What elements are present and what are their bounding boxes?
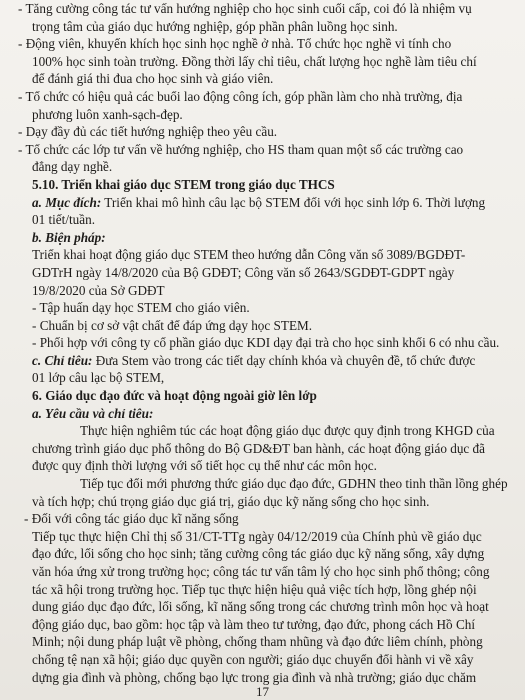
text-line: dựng gia đình và phòng, chống bạo lực trong gia đình và nhà trường; giáo dục chăm bbox=[32, 669, 477, 685]
section-heading-6: 6. Giáo dục đạo đức và hoạt động ngoài giờ lên lớp bbox=[32, 388, 317, 404]
text-line: - Dạy đầy đủ các tiết hướng nghiệp theo yêu cầu. bbox=[18, 124, 278, 140]
text-line: Triển khai hoạt động giáo dục STEM theo hướng dẫn Công văn số 3089/BGDĐT- bbox=[32, 247, 466, 263]
text-line: đạo đức, lối sống cho học sinh; tăng cường công tác giáo dục kỹ năng sống, xây dựng bbox=[32, 546, 485, 562]
text-line: 01 lớp câu lạc bộ STEM, bbox=[32, 370, 165, 386]
section-heading-5-10: 5.10. Triển khai giáo dục STEM trong giáo dục THCS bbox=[32, 176, 335, 192]
text-line: Tiếp tục đổi mới phương thức giáo dục đạo đức, GDHN theo tinh thần lồng ghép bbox=[80, 476, 508, 492]
text-line: Thực hiện nghiêm túc các hoạt động giáo dục được quy định trong KHGD của bbox=[80, 423, 495, 439]
text-line: văn hóa ứng xử trong trường học; công tác tư vấn tâm lý cho học sinh phổ thông; công bbox=[32, 564, 490, 579]
text-line: - Động viên, khuyến khích học sinh học nghề ở nhà. Tổ chức học nghề vi tính cho bbox=[18, 36, 452, 52]
text-line: - Phối hợp với công ty cổ phần giáo dục KDI dạy đại trà cho học sinh khối 6 có nhu cầu. bbox=[32, 335, 500, 351]
text-line: và tích hợp; chú trọng giáo dục giá trị, giáo dục kỹ năng sống cho học sinh. bbox=[32, 493, 430, 509]
text-line: Minh; nội dung pháp luật về phòng, chống tham nhũng và đạo đức liêm chính, phòng bbox=[32, 634, 483, 650]
requirements-label: a. Yêu cầu và chỉ tiêu: bbox=[32, 405, 154, 421]
text-line: đẳng dạy nghề. bbox=[32, 159, 113, 175]
purpose-label: a. Mục đích: bbox=[32, 194, 102, 210]
text-line: để đánh giá thi đua cho học sinh và giáo viên. bbox=[32, 71, 274, 87]
purpose-paragraph bbox=[10, 194, 515, 212]
text-line: - Tăng cường công tác tư vấn hướng nghiệp cho học sinh cuối cấp, coi đó là nhiệm vụ bbox=[18, 1, 472, 16]
text-line: dung giáo dục đạo đức, lối sống, kĩ năng sống trong các chương trình môn học và hoạt bbox=[32, 599, 489, 615]
text-line: - Tổ chức có hiệu quả các buổi lao động công ích, góp phần làm cho nhà trường, địa bbox=[18, 88, 463, 104]
text-line: phương luôn xanh-sạch-đẹp. bbox=[32, 106, 183, 122]
text-line: tác xã hội trong trường học. Tiếp tục thực hiện hiệu quả việc tích hợp, lồng ghép nội bbox=[32, 581, 477, 597]
text-line: - Tổ chức các lớp tư vấn về hướng nghiệp, cho HS tham quan một số các trường cao bbox=[18, 141, 464, 157]
text-line: được quy định thời lượng với số tiết học cụ thể như các môn học. bbox=[32, 458, 377, 474]
targets-text: Đưa Stem vào trong các tiết dạy chính khóa và chuyên đề, tổ chức được bbox=[92, 352, 476, 368]
targets-label: c. Chỉ tiêu: bbox=[32, 352, 93, 368]
text-line: trọng tâm của giáo dục hướng nghiệp, góp phần phân luồng học sinh. bbox=[32, 18, 398, 34]
text-line: - Chuẩn bị cơ sở vật chất để đáp ứng dạy học STEM. bbox=[32, 317, 313, 333]
page-content bbox=[10, 0, 515, 686]
text-line: 19/8/2020 của Sở GDĐT bbox=[32, 282, 165, 298]
purpose-text: Triển khai mô hình câu lạc bộ STEM đối với học sinh lớp 6. Thời lượng bbox=[101, 194, 486, 210]
text-line: - Tập huấn dạy học STEM cho giáo viên. bbox=[32, 300, 250, 316]
text-line: chương trình giáo dục phổ thông do Bộ GD&ĐT ban hành, các hoạt động giáo dục đã bbox=[32, 440, 486, 456]
text-line: 100% học sinh toàn trường. Đồng thời lấy chỉ tiêu, chất lượng học nghề làm tiêu chí bbox=[32, 53, 477, 69]
text-line: 01 tiết/tuần. bbox=[32, 212, 95, 228]
text-line: động giáo dục, bao gồm: học tập và làm theo tư tưởng, đạo đức, phong cách Hồ Chí bbox=[32, 616, 475, 632]
page-number: 17 bbox=[256, 684, 269, 699]
text-line: Tiếp tục thực hiện Chỉ thị số 31/CT-TTg ngày 04/12/2019 của Chính phủ về giáo dục bbox=[32, 528, 482, 544]
targets-paragraph bbox=[10, 352, 515, 370]
measures-label: b. Biện pháp: bbox=[32, 229, 106, 245]
text-line: - Đối với công tác giáo dục kĩ năng sống bbox=[24, 511, 239, 527]
text-line: GDTrH ngày 14/8/2020 của Bộ GDĐT; Công văn số 2643/SGDĐT-GDPT ngày bbox=[32, 264, 455, 280]
text-line: chống tệ nạn xã hội; giáo dục quyền con người; giáo dục chuyển đổi hành vi về xây bbox=[32, 651, 474, 667]
